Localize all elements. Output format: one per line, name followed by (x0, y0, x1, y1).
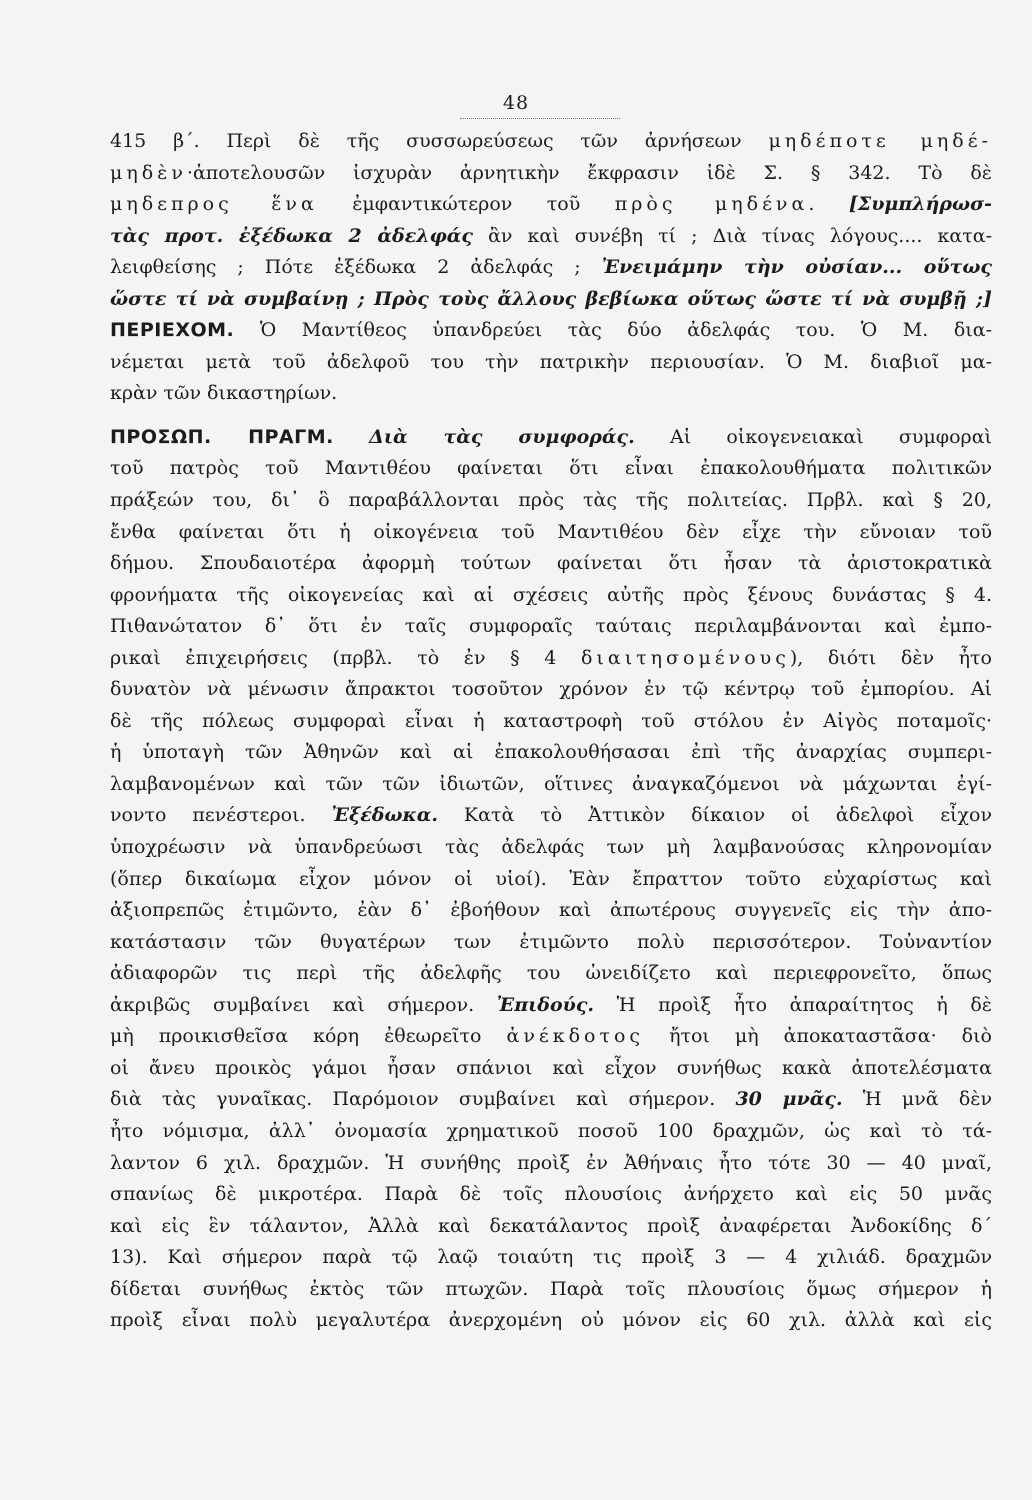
text-run: ὑποχρέωσιν νὰ ὑπανδρεύωσι τὰς ἀδελφάς των μὴ λαμβανούσας κληρονομίαν (110, 836, 992, 859)
text-run: δυνατὸν νὰ μένωσιν ἄπρακτοι τοσοῦτον χρόνον ἐν τῷ κέντρῳ τοῦ ἐμπορίου. Αἱ (110, 678, 992, 701)
text-line (110, 378, 992, 410)
text-run: λαμβανομένων καὶ τῶν τῶν ἰδιωτῶν, οἵτινες ἀναγκαζόμενοι νὰ μάχωνται ἐγί- (110, 772, 992, 795)
text-run: νέμεται μετὰ τοῦ ἀδελφοῦ του τὴν πατρικὴν περιουσίαν. Ὁ Μ. διαβιοῖ μα- (110, 350, 992, 373)
spaced-text: μηδὲν (110, 161, 187, 184)
text-line (110, 611, 992, 643)
italic-bold-text: Ἐνειμάμην τὴν οὐσίαν... οὕτως (601, 256, 992, 279)
text-line (110, 453, 992, 485)
spaced-text: διαιτησομένους (580, 646, 790, 669)
text-run: καὶ εἰς ἓν τάλαντον, Ἀλλὰ καὶ δεκατάλαντος προὶξ ἀναφέρεται Ἀνδοκίδης δ΄ (110, 1214, 992, 1237)
text-line (110, 737, 992, 769)
text-run: κατάστασιν τῶν θυγατέρων των ἐτιμῶντο πολὺ περισσότερον. Τοὐναντίον (110, 930, 992, 953)
text-line (110, 1179, 992, 1211)
text-run: προὶξ εἶναι πολὺ μεγαλυτέρα ἀνερχομένη οὐ μόνον εἰς 60 χιλ. ἀλλὰ καὶ εἰς (110, 1309, 992, 1332)
italic-bold-text: 30 μνᾶς. (735, 1088, 843, 1111)
text-line (110, 1084, 992, 1116)
text-run: ἀκριβῶς συμβαίνει καὶ σήμερον. (110, 993, 497, 1016)
text-run: (ὅπερ δικαίωμα εἶχον μόνον οἱ υἱοί). Ἐὰν ἔπραττον τοῦτο εὐχαρίστως καὶ (110, 867, 992, 890)
text-run: ἀδιαφορῶν τις περὶ τῆς ἀδελφῆς του ὠνειδίζετο καὶ περιεφρονεῖτο, ὅπως (110, 962, 992, 985)
text-line (110, 1053, 992, 1085)
italic-bold-text: Διὰ τὰς συμφοράς. (369, 425, 635, 448)
text-line (110, 1148, 992, 1180)
text-run: Αἱ οἰκογενειακαὶ συμφοραὶ (634, 425, 992, 448)
text-line (110, 1242, 992, 1274)
text-line (110, 422, 992, 454)
section-heading: ΠΡΟΣΩΠ. ΠΡΑΓΜ. (110, 425, 334, 448)
page-number: 48 (502, 92, 530, 114)
text-line (110, 769, 992, 801)
text-run: ἔνθα φαίνεται ὅτι ἡ οἰκογένεια τοῦ Μαντιθέου δὲν εἶχε τὴν εὔνοιαν τοῦ (110, 520, 992, 543)
text-line (110, 864, 992, 896)
text-run: Κατὰ τὸ Ἀττικὸν δίκαιον οἱ ἀδελφοὶ εἶχον (438, 804, 992, 827)
text-run: οἱ ἄνευ προικὸς γάμοι ἦσαν σπάνιοι καὶ εἶχον συνήθως κακὰ ἀποτελέσματα (110, 1056, 992, 1079)
text-line (110, 800, 992, 832)
italic-bold-text: Ἐπιδούς. (496, 993, 595, 1016)
text-run: ἦτο νόμισμα, ἀλλ᾽ ὀνομασία χρηματικοῦ ποσοῦ 100 δραχμῶν, ὡς καὶ τὸ τά- (110, 1119, 992, 1142)
text-line (110, 221, 992, 253)
text-run: μὴ προικισθεῖσα κόρη ἐθεωρεῖτο (110, 1025, 507, 1048)
commentary-text (110, 126, 992, 1337)
text-run: Ἡ προὶξ ἦτο ἀπαραίτητος ἡ δὲ (594, 993, 992, 1016)
text-run: ἡ ὑποταγὴ τῶν Ἀθηνῶν καὶ αἱ ἐπακολουθήσασαι ἐπὶ τῆς ἀναρχίας συμπερι- (110, 741, 992, 764)
text-run: ·ἀποτελουσῶν ἰσχυρὰν ἀρνητικὴν ἔκφρασιν ἰδὲ Σ. § 342. Τὸ δὲ (186, 161, 992, 184)
text-run: δίδεται συνήθως ἐκτὸς τῶν πτωχῶν. Παρὰ τοῖς πλουσίοις ὅμως σήμερον ἡ (110, 1277, 992, 1300)
text-run: σπανίως δὲ μικροτέρα. Παρὰ δὲ τοῖς πλουσίοις ἀνήρχετο καὶ εἰς 50 μνᾶς (110, 1183, 992, 1206)
text-run: Πιθανώτατον δ᾽ ὅτι ἐν ταῖς συμφοραῖς ταύταις περιλαμβάνονται καὶ ἐμπο- (110, 615, 992, 638)
text-run: 13). Καὶ σήμερον παρὰ τῷ λαῷ τοιαύτη τις προὶξ 3 — 4 χιλιάδ. δραχμῶν (110, 1246, 992, 1269)
spaced-text: μηδέποτε μηδέ- (768, 130, 992, 152)
text-line (110, 580, 992, 612)
italic-bold-text: τὰς προτ. ἐξέδωκα 2 ἀδελφάς (110, 224, 473, 247)
text-run (334, 426, 369, 448)
text-run: ἐμφαντικώτερον τοῦ (317, 193, 615, 216)
text-run: . (808, 193, 849, 216)
italic-bold-text: [Συμπλήρωσ- (848, 193, 992, 216)
text-run: ἤτοι μὴ ἀποκαταστᾶσα· διὸ (644, 1025, 992, 1048)
text-run: Ἡ μνᾶ δὲν (842, 1088, 992, 1111)
text-line (110, 832, 992, 864)
text-line (110, 1274, 992, 1306)
text-run: τοῦ πατρὸς τοῦ Μαντιθέου φαίνεται ὅτι εἶναι ἐπακολουθήματα πολιτικῶν (110, 457, 992, 480)
text-run: ρικαὶ ἐπιχειρήσεις (πρβλ. τὸ ἐν § 4 (110, 646, 581, 669)
text-line (110, 958, 992, 990)
text-line (110, 126, 992, 158)
text-line (110, 315, 992, 347)
text-run: ἂν καὶ συνέβη τί ; Διὰ τίνας λόγους.... κατα- (472, 224, 992, 247)
text-run: ἀξιοπρεπῶς ἐτιμῶντο, ἐὰν δ᾽ ἐβοήθουν καὶ ἀπωτέρους συγγενεῖς εἰς τὴν ἀπο- (110, 899, 992, 922)
text-run: λαντον 6 χιλ. δραχμῶν. Ἡ συνήθης προὶξ ἐν Ἀθήναις ἦτο τότε 30 — 40 μναῖ, (110, 1151, 992, 1174)
text-line (110, 643, 992, 675)
text-run: διὰ τὰς γυναῖκας. Παρόμοιον συμβαίνει καὶ σήμερον. (110, 1088, 736, 1111)
text-line (110, 1305, 992, 1337)
text-line (110, 158, 992, 190)
text-line (110, 706, 992, 738)
text-line (110, 284, 992, 316)
text-line (110, 189, 992, 221)
text-run: νοντο πενέστεροι. (110, 804, 332, 827)
text-run: Ὁ Μαντίθεος ὑπανδρεύει τὰς δύο ἀδελφάς του. Ὁ Μ. δια- (234, 319, 992, 342)
spaced-text: πρὸς μηδένα (614, 193, 809, 216)
text-line (110, 1116, 992, 1148)
page-number-rule (460, 118, 620, 119)
text-line (110, 485, 992, 517)
text-line (110, 927, 992, 959)
text-run: δήμου. Σπουδαιοτέρα ἀφορμὴ τούτων φαίνεται ὅτι ἦσαν τὰ ἀριστοκρατικὰ (110, 552, 992, 575)
section-heading: ΠΕΡΙΕΧΟΜ. (110, 319, 235, 342)
text-line (110, 674, 992, 706)
text-line (110, 347, 992, 379)
text-line (110, 1211, 992, 1243)
text-run: ), διότι δὲν ἦτο (789, 646, 992, 669)
text-line (110, 548, 992, 580)
text-run: κρὰν τῶν δικαστηρίων. (110, 382, 338, 405)
text-line (110, 990, 992, 1022)
spaced-text: ἀνέκδοτος (506, 1025, 645, 1048)
spaced-text: μηδεπρος ἕνα (110, 193, 318, 216)
text-line (110, 895, 992, 927)
text-run: λειφθείσης ; Πότε ἐξέδωκα 2 ἀδελφάς ; (110, 256, 602, 279)
text-run: 415 β΄. Περὶ δὲ τῆς συσσωρεύσεως τῶν ἀρνήσεων (110, 130, 769, 152)
text-line (110, 252, 992, 284)
italic-bold-text: Ἐξέδωκα. (331, 804, 438, 827)
text-line (110, 1021, 992, 1053)
text-run: πράξεών του, δι᾽ ὃ παραβάλλονται πρὸς τὰς τῆς πολιτείας. Πρβλ. καὶ § 20, (110, 489, 992, 512)
text-run: δὲ τῆς πόλεως συμφοραὶ εἶναι ἡ καταστροφὴ τοῦ στόλου ἐν Αἰγὸς ποταμοῖς· (110, 709, 992, 732)
text-run: φρονήματα τῆς οἰκογενείας καὶ αἱ σχέσεις αὐτῆς πρὸς ξένους δυνάστας § 4. (110, 583, 992, 606)
italic-bold-text: ὥστε τί νὰ συμβαίνῃ ; Πρὸς τοὺς ἄλλους βεβίωκα οὕτως ὥστε τί νὰ συμβῇ ;] (110, 287, 992, 310)
text-line (110, 517, 992, 549)
